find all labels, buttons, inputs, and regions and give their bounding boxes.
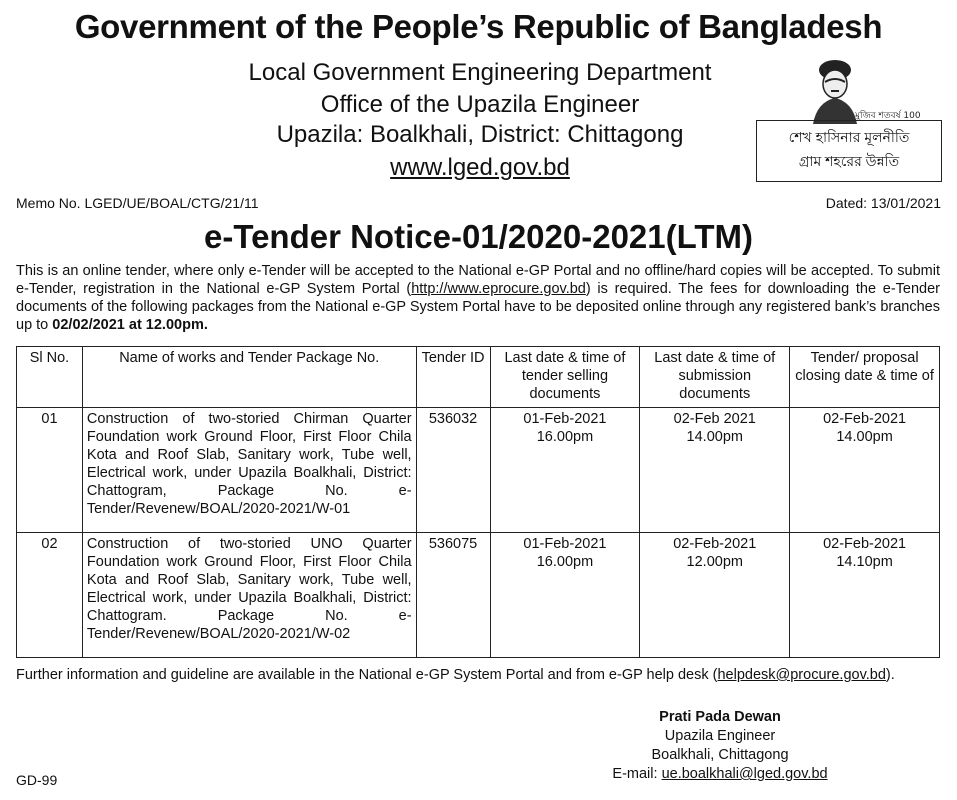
selling-date: 01-Feb-2021 <box>523 536 607 552</box>
row-work-name: Construction of two-storied UNO Quarter Foundation work Ground Floor, First Floor Chila Kota and Roof Slab, Sanitary work, Tube well, Electrical work, under Upazila Boalkhali, District: Chattogram. Package No. e-Tender/Revenew/BOAL/2020-2021/W-02 <box>82 533 416 658</box>
col-header-closing: Tender/ proposal closing date & time of <box>790 347 940 408</box>
table-row <box>17 533 940 658</box>
intro-text-1: This is an online tender, where only e-Tender will be accepted to the National e-GP Portal and no offline/hard copies will be accepted. To submit e-Tender, registration in the National e-GP System Portal ( <box>16 263 940 297</box>
row-submission <box>640 408 790 533</box>
helpdesk-email-link[interactable]: helpdesk@procure.gov.bd <box>717 667 886 683</box>
closing-date: 02-Feb-2021 <box>823 411 907 427</box>
submission-date: 02-Feb-2021 <box>673 536 757 552</box>
further-end: ). <box>885 667 895 683</box>
deposit-deadline: 02/02/2021 at 12.00pm. <box>52 317 208 333</box>
office-location: Upazila: Boalkhali, District: Chittagong <box>276 121 684 148</box>
row-closing <box>790 408 940 533</box>
row-tender-id: 536075 <box>416 533 490 658</box>
page-title: Government of the People’s Republic of Bangladesh <box>74 8 883 45</box>
memo-number: Memo No. LGED/UE/BOAL/CTG/21/11 <box>16 195 259 211</box>
tender-table <box>16 346 940 658</box>
col-header-id: Tender ID <box>416 347 490 408</box>
selling-date: 01-Feb-2021 <box>523 411 607 427</box>
further-info <box>16 666 940 685</box>
website-link[interactable]: www.lged.gov.bd <box>390 154 570 181</box>
slogan-line-1: শেখ হাসিনার মূলনীতি <box>788 129 910 145</box>
email-label: E-mail: <box>612 766 662 782</box>
signature-block <box>560 708 880 784</box>
memo-date: Dated: 13/01/2021 <box>825 195 941 211</box>
closing-time: 14.10pm <box>836 554 893 570</box>
row-sl: 01 <box>17 408 83 533</box>
selling-time: 16.00pm <box>536 429 594 445</box>
signatory-email-link[interactable]: ue.boalkhali@lged.gov.bd <box>661 766 828 782</box>
further-text: Further information and guideline are available in the National e-GP System Portal and from e-GP help desk ( <box>16 667 718 683</box>
col-header-submission: Last date & time of submission documents <box>640 347 790 408</box>
row-tender-id: 536032 <box>416 408 490 533</box>
slogan-box <box>756 120 942 182</box>
table-row <box>17 408 940 533</box>
closing-time: 14.00pm <box>836 429 893 445</box>
slogan-line-2: গ্রাম শহরের উন্নতি <box>798 153 900 169</box>
footer-code: GD-99 <box>16 772 58 788</box>
signatory-designation: Upazila Engineer <box>664 728 776 744</box>
col-header-name: Name of works and Tender Package No. <box>82 347 416 408</box>
intro-paragraph <box>16 262 940 334</box>
signatory-name: Prati Pada Dewan <box>659 709 781 725</box>
row-submission <box>640 533 790 658</box>
logo-text: মুজিব শতবর্ষ 100 <box>855 111 921 121</box>
mujib-borsho-logo <box>805 52 921 124</box>
table-header-row <box>17 347 940 408</box>
row-selling <box>490 408 640 533</box>
submission-time: 14.00pm <box>686 429 743 445</box>
row-closing <box>790 533 940 658</box>
col-header-selling: Last date & time of tender selling documents <box>490 347 640 408</box>
eprocure-link[interactable]: http://www.eprocure.gov.bd <box>411 281 586 297</box>
submission-time: 12.00pm <box>686 554 743 570</box>
department-name: Local Government Engineering Department <box>248 59 712 86</box>
row-work-name: Construction of two-storied Chirman Quarter Foundation work Ground Floor, First Floor Chila Kota and Roof Slab, Sanitary work, Tube well, Electrical work, under Upazila Boalkhali, District: Chattogram, Package No. e-Tender/Revenew/BOAL/2020-2021/W-01 <box>82 408 416 533</box>
signatory-email-line <box>560 765 880 784</box>
notice-title: e-Tender Notice-01/2020-2021(LTM) <box>204 218 753 255</box>
signatory-place: Boalkhali, Chittagong <box>651 747 789 763</box>
col-header-sl: Sl No. <box>17 347 83 408</box>
closing-date: 02-Feb-2021 <box>823 536 907 552</box>
submission-date: 02-Feb 2021 <box>673 411 756 427</box>
selling-time: 16.00pm <box>536 554 594 570</box>
row-sl: 02 <box>17 533 83 658</box>
row-selling <box>490 533 640 658</box>
intro-text-2: ) is required. The fees for downloading the e-Tender documents of the following packages from the National e-GP System Portal have to be deposited online through any registered bank’s branches up to <box>16 281 941 333</box>
office-name: Office of the Upazila Engineer <box>320 91 640 118</box>
